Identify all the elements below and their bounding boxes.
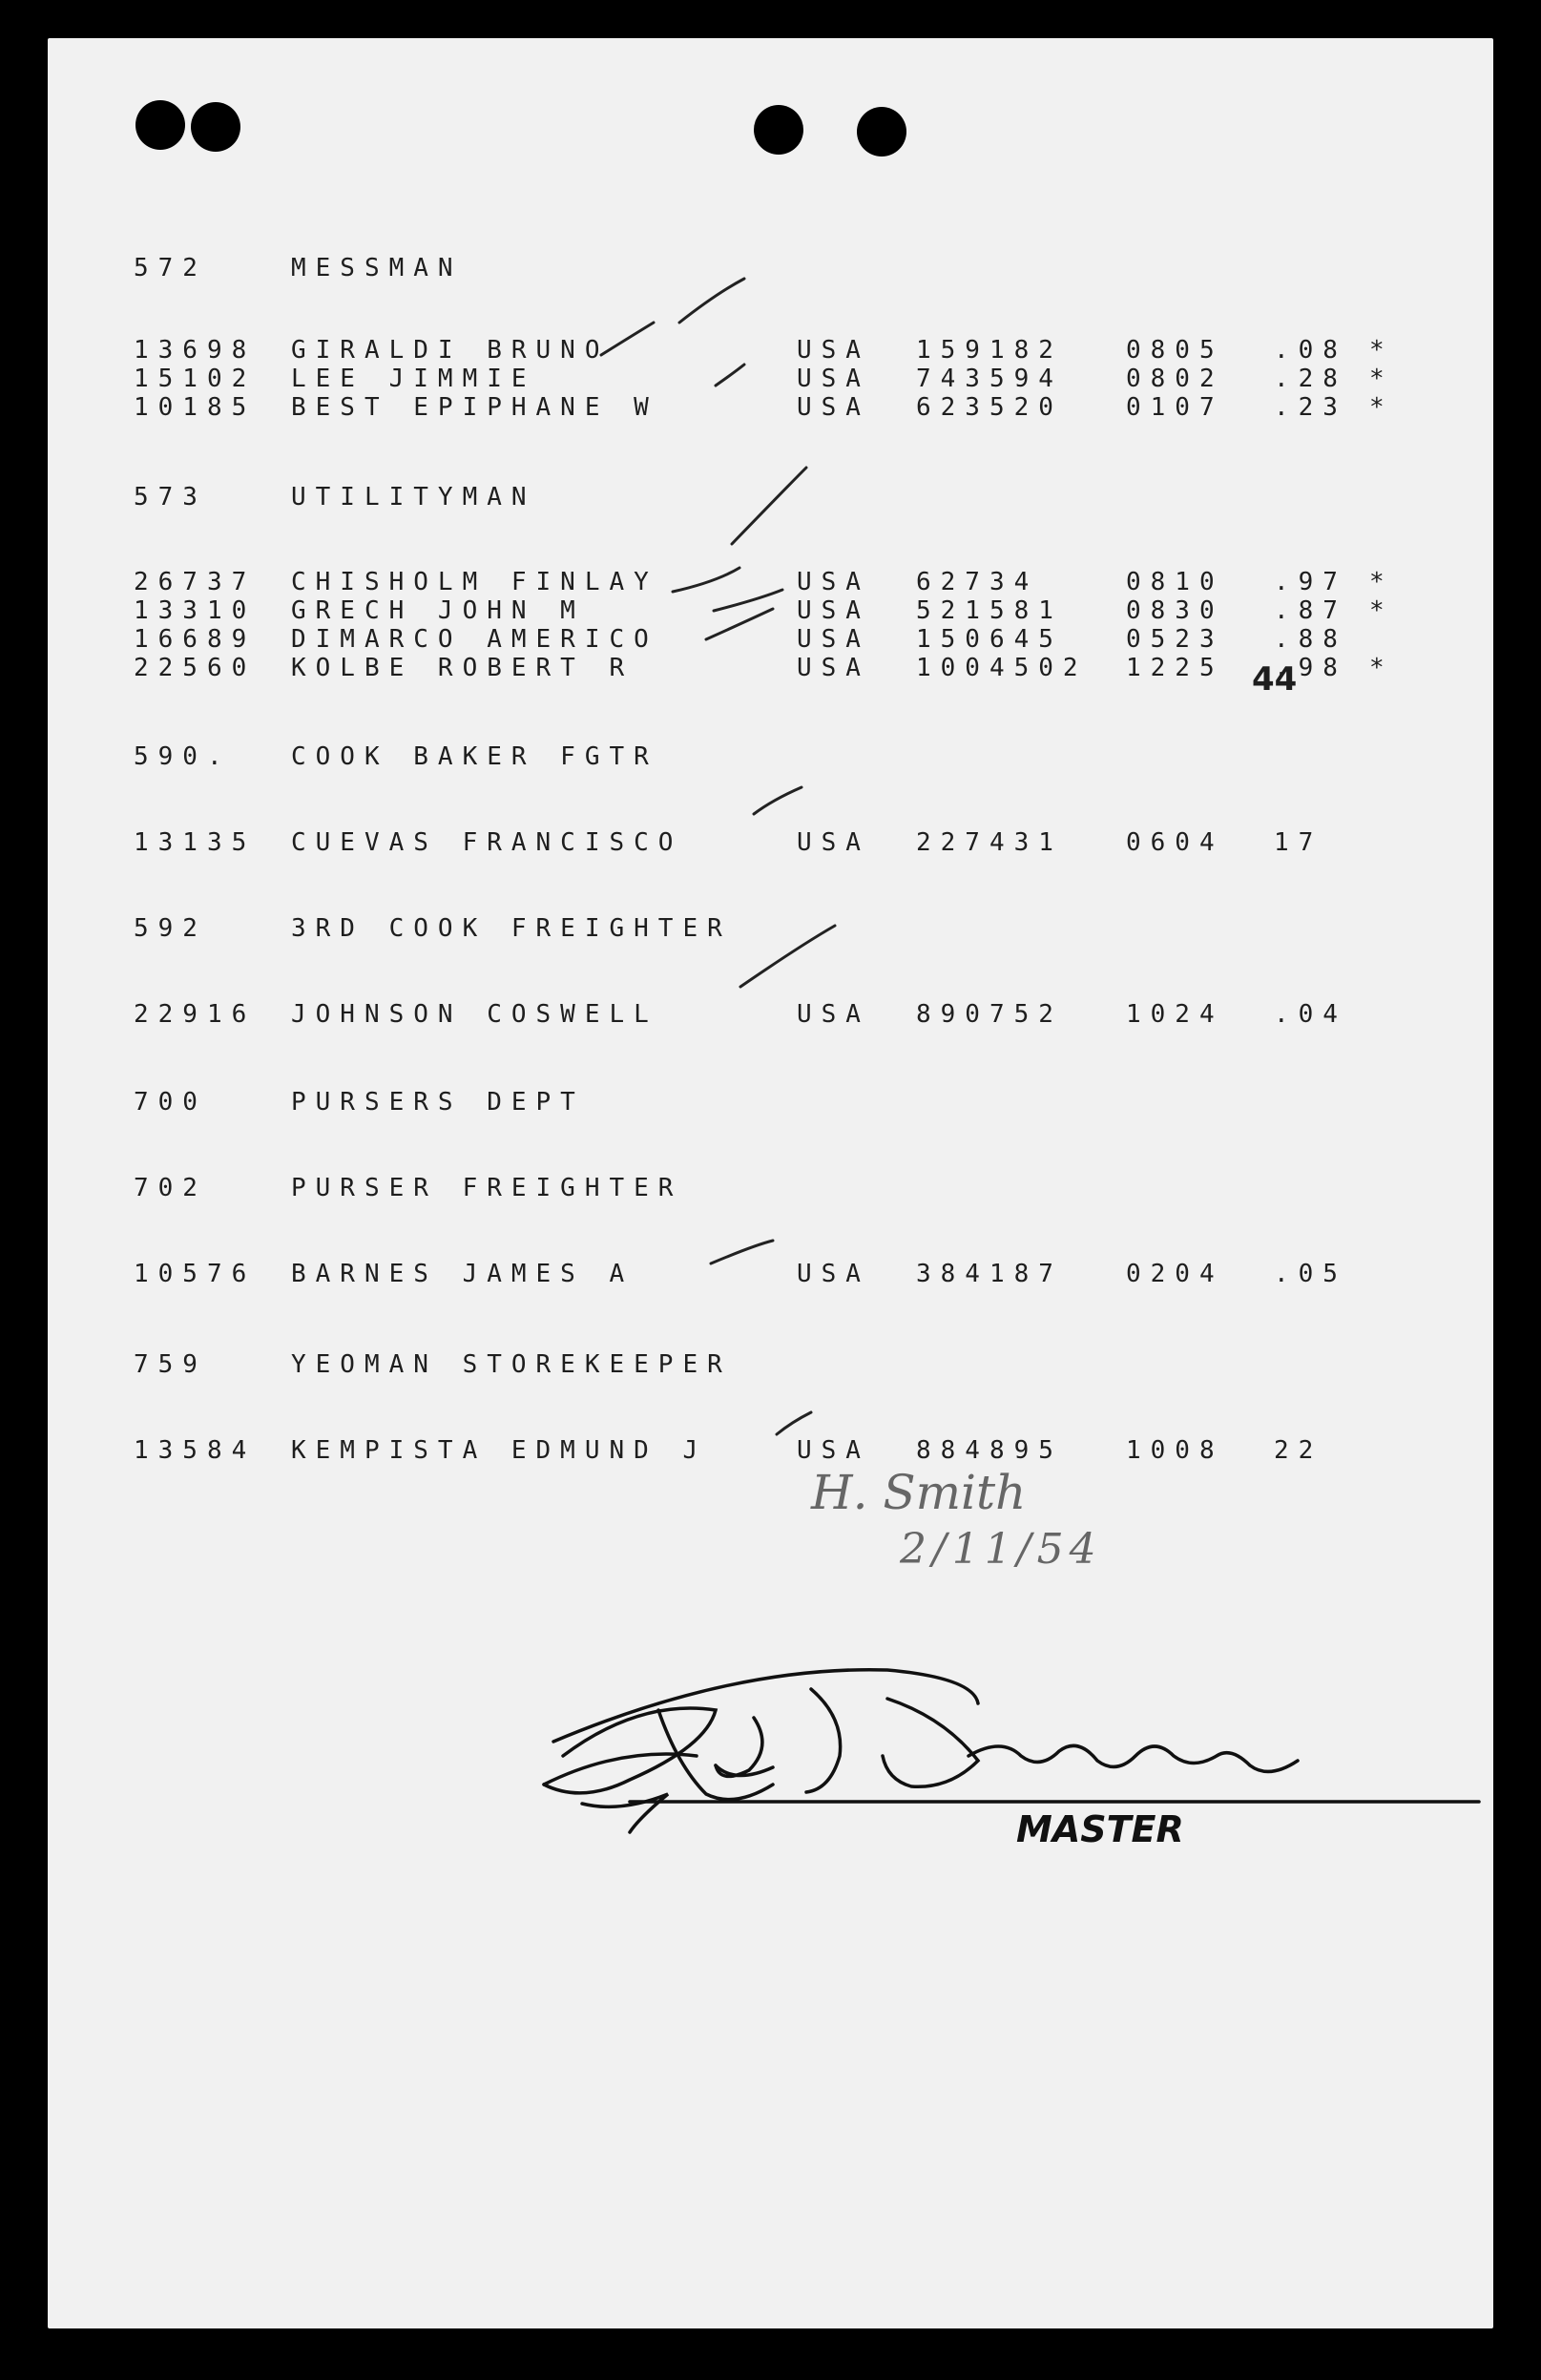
section-title: PURSER FREIGHTER [291,1174,683,1202]
crew-nat: USA [797,654,870,682]
crew-date: 0830 [1126,596,1224,625]
crew-val: .05 [1274,1260,1347,1288]
section-code: 592 [134,914,207,943]
crew-num: 743594 [916,365,1063,393]
crew-num: 1004502 [916,654,1088,682]
crew-id: 16689 [134,625,257,654]
crew-date: 0810 [1126,568,1224,596]
crew-num: 227431 [916,828,1063,857]
section-code: 700 [134,1088,207,1117]
section-code: 573 [134,483,207,511]
master-signature [48,38,1493,2328]
master-title: MASTER [1016,1808,1184,1850]
crew-val: .28 [1274,365,1347,393]
section-code: 702 [134,1174,207,1202]
crew-val: .23 [1274,393,1347,422]
crew-val: 22 [1274,1436,1323,1465]
crew-val: .04 [1274,1000,1347,1029]
crew-date: 1008 [1126,1436,1224,1465]
crew-id: 22916 [134,1000,257,1029]
crew-flag: * [1369,365,1394,393]
crew-num: 521581 [916,596,1063,625]
crew-val: .97 [1274,568,1347,596]
handwritten-date: 2/11/54 [900,1525,1102,1574]
crew-num: 62734 [916,568,1039,596]
crew-num: 150645 [916,625,1063,654]
crew-nat: USA [797,336,870,365]
crew-date: 1225 [1126,654,1224,682]
crew-num: 159182 [916,336,1063,365]
crew-nat: USA [797,365,870,393]
crew-name: LEE JIMMIE [291,365,536,393]
crew-val: .87 [1274,596,1347,625]
crew-flag: * [1369,654,1394,682]
crew-nat: USA [797,1260,870,1288]
document-page [48,38,1493,2328]
crew-name: GRECH JOHN M [291,596,585,625]
crew-id: 10185 [134,393,257,422]
crew-date: 0523 [1126,625,1224,654]
crew-num: 623520 [916,393,1063,422]
crew-flag: * [1369,336,1394,365]
crew-nat: USA [797,568,870,596]
crew-nat: USA [797,393,870,422]
crew-val: .88 [1274,625,1347,654]
crew-date: 0805 [1126,336,1224,365]
crew-id: 10576 [134,1260,257,1288]
section-title: 3RD COOK FREIGHTER [291,914,732,943]
crew-flag: * [1369,596,1394,625]
crew-val: 17 [1274,828,1323,857]
crew-nat: USA [797,596,870,625]
crew-flag: * [1369,568,1394,596]
crew-id: 13584 [134,1436,257,1465]
crew-num: 890752 [916,1000,1063,1029]
section-title: UTILITYMAN [291,483,536,511]
section-title: MESSMAN [291,254,463,282]
crew-name: DIMARCO AMERICO [291,625,658,654]
crew-name: GIRALDI BRUNO [291,336,610,365]
crew-nat: USA [797,828,870,857]
crew-name: KOLBE ROBERT R [291,654,635,682]
crew-num: 384187 [916,1260,1063,1288]
section-code: 590. [134,742,232,771]
section-title: YEOMAN STOREKEEPER [291,1350,732,1379]
section-title: COOK BAKER FGTR [291,742,658,771]
crew-date: 0604 [1126,828,1224,857]
crew-id: 26737 [134,568,257,596]
handwritten-initials: H. Smith [811,1465,1027,1520]
section-code: 572 [134,254,207,282]
crew-nat: USA [797,625,870,654]
crew-name: BARNES JAMES A [291,1260,635,1288]
crew-date: 0204 [1126,1260,1224,1288]
crew-date: 1024 [1126,1000,1224,1029]
crew-id: 15102 [134,365,257,393]
crew-name: CUEVAS FRANCISCO [291,828,683,857]
crew-val: .98 [1274,654,1347,682]
crew-name: BEST EPIPHANE W [291,393,658,422]
crew-name: CHISHOLM FINLAY [291,568,658,596]
crew-val: .08 [1274,336,1347,365]
crew-num: 884895 [916,1436,1063,1465]
crew-date: 0802 [1126,365,1224,393]
crew-id: 22560 [134,654,257,682]
crew-id: 13310 [134,596,257,625]
section-code: 759 [134,1350,207,1379]
crew-flag: * [1369,393,1394,422]
crew-name: JOHNSON COSWELL [291,1000,658,1029]
crew-nat: USA [797,1000,870,1029]
crew-nat: USA [797,1436,870,1465]
crew-name: KEMPISTA EDMUND J [291,1436,708,1465]
crew-id: 13135 [134,828,257,857]
crew-date: 0107 [1126,393,1224,422]
section-title: PURSERS DEPT [291,1088,585,1117]
page-number: 44 [1252,660,1298,699]
crew-id: 13698 [134,336,257,365]
